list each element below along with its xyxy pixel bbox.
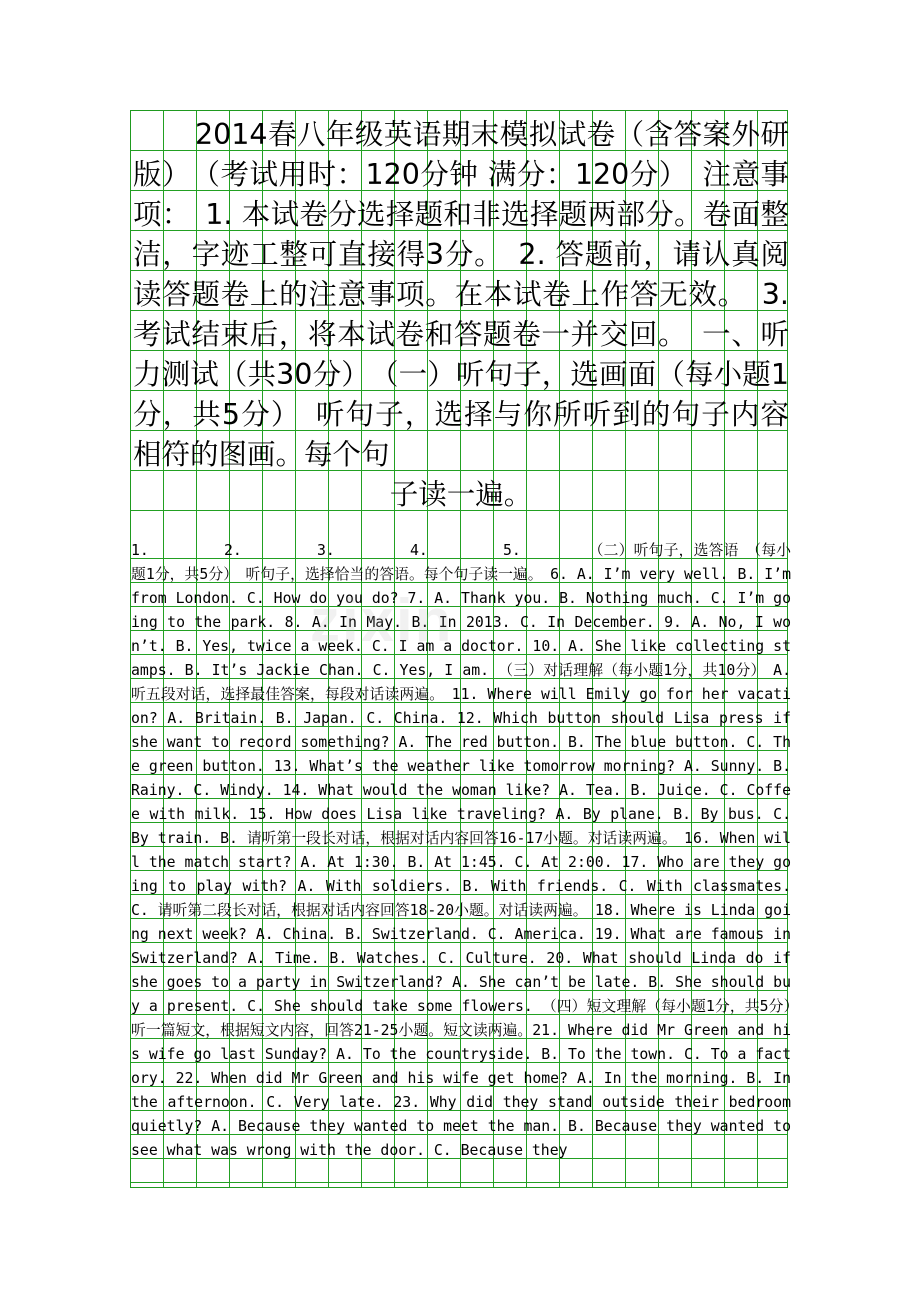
header-last-line: 子读一遍。: [389, 478, 533, 511]
header-text: 2014春八年级英语期末模拟试卷（含答案外研版） （考试用时：120分钟 满分：120分） 注意事项： 1. 本试卷分选择题和非选择题两部分。卷面整洁，字迹工整可直接得3分。 2. 答题前，请认真阅读答题卷上的注意事项。在本试卷上作答无效。 3. 考试结束后，将本试卷和答题卷一并交回。 一、听力测试（共30分） （一）听句子，选画面（每小题1分，共5分） 听句子，选择与你所听到的句子内容相符的图画。每个句: [133, 118, 789, 471]
exam-paper-sheet: [130, 110, 806, 1188]
document-header: [133, 115, 789, 515]
exam-body-text: 1. 2. 3. 4. 5. （二）听句子，选答语 （每小题1分，共5分） 听句子，选择恰当的答语。每个句子读一遍。 6. A. I’m very well. B. I’m from London. C. How do you do? 7. A. Thank you. B. Nothing much. C. I’m going to the park. 8. A. In May. B. In 2013. C. In December. 9. A. No, I won’t. B. Yes, twice a week. C. I am a doctor. 10. A. She like collecting stamps. B. It’s Jackie Chan. C. Yes, I am. （三）对话理解（每小题1分，共10分） A. 听五段对话，选择最佳答案，每段对话读两遍。 11. Where will Emily go for her vacation? A. Britain. B. Japan. C. China. 12. Which button should Lisa press if she want to record something? A. The red button. B. The blue button. C. The green button. 13. What’s the weather like tomorrow morning? A. Sunny. B. Rainy. C. Windy. 14. What would the woman like? A. Tea. B. Juice. C. Coffee with milk. 15. How does Lisa like traveling? A. By plane. B. By bus. C. By train. B. 请听第一段长对话，根据对话内容回答16-17小题。对话读两遍。 16. When will the match start? A. At 1:30. B. At 1:45. C. At 2:00. 17. Who are they going to play with? A. With soldiers. B. With friends. C. With classmates. C. 请听第二段长对话，根据对话内容回答18-20小题。对话读两遍。 18. Where is Linda going next week? A. China. B. Switzerland. C. America. 19. What are famous in Switzerland? A. Time. B. Watches. C. Culture. 20. What should Linda do if she goes to a party in Switzerland? A. She can’t be late. B. She should buy a present. C. She should take some flowers. （四）短文理解（每小题1分，共5分） 听一篇短文，根据短文内容，回答21-25小题。短文读两遍。21. Where did Mr Green and his wife go last Sunday? A. To the countryside. B. To the town. C. To a factory. 22. When did Mr Green and his wife get home? A. In the morning. B. In the afternoon. C. Very late. 23. Why did they stand outside their bedroom quietly? A. Because they wanted to meet the man. B. Because they wanted to see what was wrong with the door. C. Because they: [131, 542, 806, 1159]
